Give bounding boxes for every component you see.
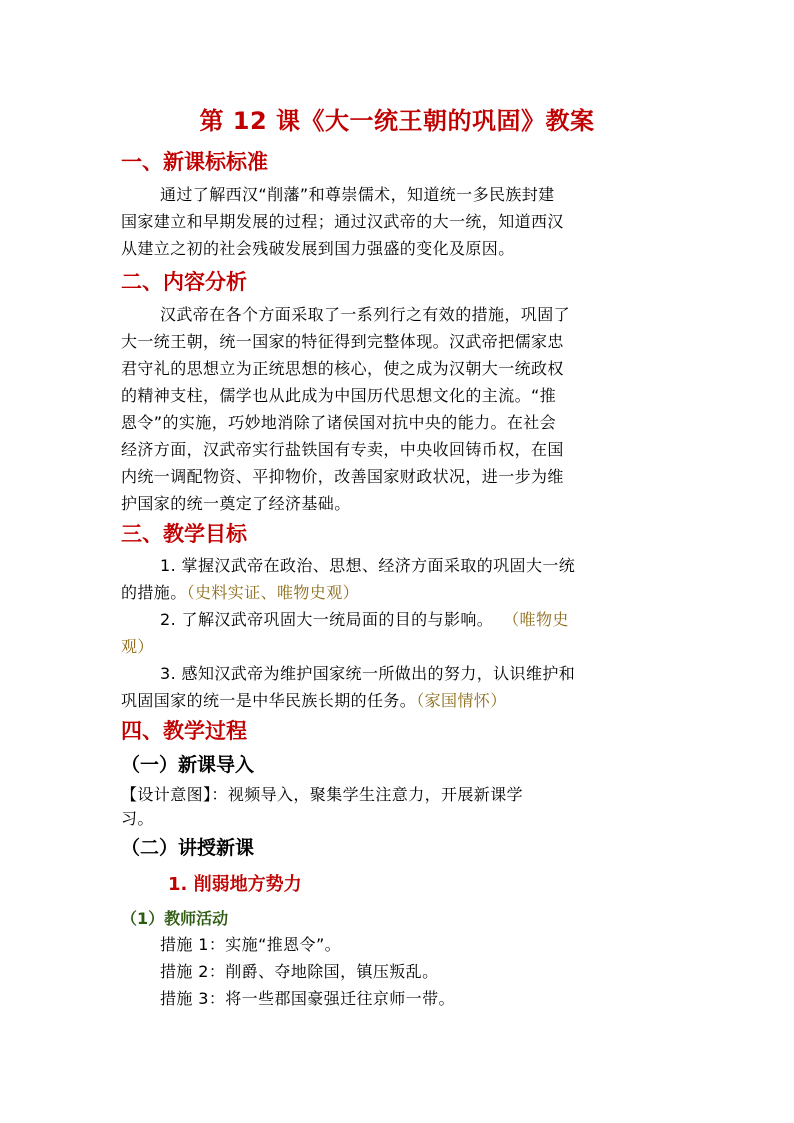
topic-heading: 1. 削弱地方势力 xyxy=(168,874,302,895)
paragraph-line: 【设计意图】：视频导入，聚集学生注意力，开展新课学 xyxy=(121,785,524,804)
measure-item: 措施 1：实施“推恩令”。 xyxy=(160,935,342,954)
competency-note: （史料实证、唯物史观） xyxy=(186,583,360,602)
paragraph-line: 护国家的统一奠定了经济基础。 xyxy=(121,494,351,513)
subsection-heading-introduction: （一）新课导入 xyxy=(121,754,255,776)
goal-text: 巩固国家的统一是中华民族长期的任务。 xyxy=(121,691,417,710)
measure-item: 措施 2：削爵、夺地除国，镇压叛乱。 xyxy=(160,962,439,981)
section-heading-content-analysis: 二、内容分析 xyxy=(121,270,247,294)
paragraph-line: 通过了解西汉“削藩”和尊崇儒术，知道统一多民族封建 xyxy=(160,185,555,204)
goal-1-line-2 xyxy=(121,580,359,603)
goal-3-line-2 xyxy=(121,688,507,711)
goal-1-line-1: 1. 掌握汉武帝在政治、思想、经济方面采取的巩固大一统 xyxy=(160,556,576,575)
section-heading-curriculum-standard: 一、新课标标准 xyxy=(121,150,268,174)
paragraph-line: 大一统王朝，统一国家的特征得到完整体现。汉武帝把儒家忠 xyxy=(121,332,564,351)
paragraph-line: 国家建立和早期发展的过程；通过汉武帝的大一统，知道西汉 xyxy=(121,212,564,231)
competency-note: （唯物史 xyxy=(511,610,569,629)
goal-text: 2. 了解汉武帝巩固大一统局面的目的与影响。 xyxy=(160,610,494,629)
section-heading-teaching-goals: 三、教学目标 xyxy=(121,522,247,546)
paragraph-line: 从建立之初的社会残破发展到国力强盛的变化及原因。 xyxy=(121,239,515,258)
document-title: 第 12 课《大一统王朝的巩固》教案 xyxy=(199,107,595,135)
paragraph-line: 内统一调配物资、平抑物价，改善国家财政状况，进一步为维 xyxy=(121,467,564,486)
section-heading-teaching-process: 四、教学过程 xyxy=(121,719,247,743)
activity-heading: （1）教师活动 xyxy=(121,909,229,928)
goal-3-line-1: 3. 感知汉武帝为维护国家统一所做出的努力，认识维护和 xyxy=(160,664,576,683)
competency-note: （家国情怀） xyxy=(416,691,507,710)
paragraph-line: 的精神支柱，儒学也从此成为中国历代思想文化的主流。“推 xyxy=(121,386,557,405)
paragraph-line: 恩令”的实施，巧妙地消除了诸侯国对抗中央的能力。在社会 xyxy=(121,413,557,432)
goal-text: 的措施。 xyxy=(121,583,187,602)
paragraph-line: 君守礼的思想立为正统思想的核心，使之成为汉朝大一统政权 xyxy=(121,359,564,378)
paragraph-line: 经济方面，汉武帝实行盐铁国有专卖，中央收回铸币权，在国 xyxy=(121,440,564,459)
goal-2-line-1 xyxy=(160,607,569,630)
paragraph-line: 习。 xyxy=(121,809,154,828)
measure-item: 措施 3：将一些郡国豪强迁往京师一带。 xyxy=(160,989,455,1008)
paragraph-line: 汉武帝在各个方面采取了一系列行之有效的措施，巩固了 xyxy=(160,305,571,324)
competency-note: 观） xyxy=(121,637,154,656)
subsection-heading-new-lesson: （二）讲授新课 xyxy=(121,837,255,859)
